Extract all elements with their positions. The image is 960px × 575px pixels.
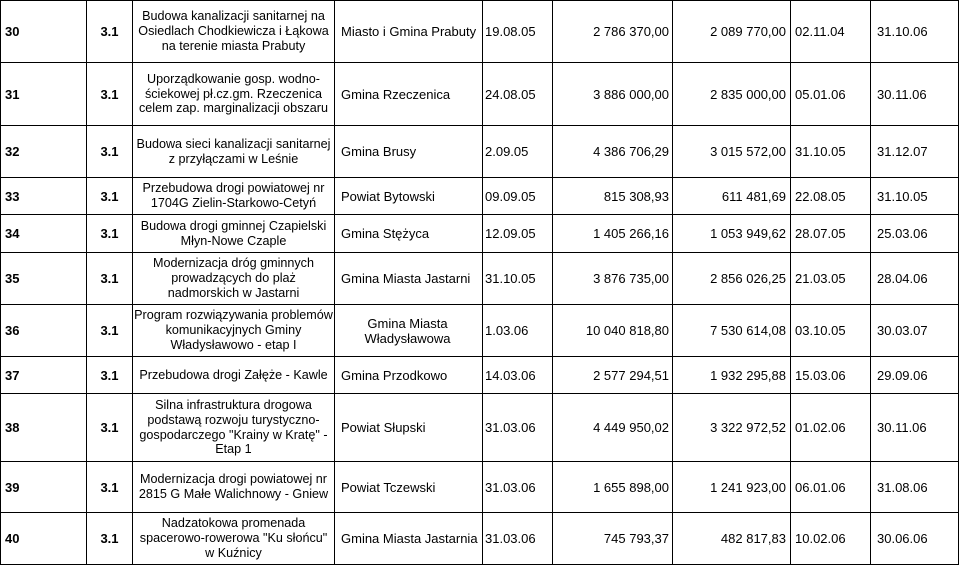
agreement-date: 31.10.05 xyxy=(483,253,553,305)
end-date: 31.10.05 xyxy=(871,178,959,215)
project-title: Nadzatokowa promenada spacerowo-rowerowa "Ku słońcu" w Kuźnicy xyxy=(133,513,335,565)
project-title: Przebudowa drogi Załęże - Kawle xyxy=(133,357,335,394)
table-row xyxy=(1,126,959,178)
measure-code: 3.1 xyxy=(87,215,133,253)
total-value: 2 577 294,51 xyxy=(553,357,673,394)
start-date: 05.01.06 xyxy=(791,63,871,126)
total-value: 815 308,93 xyxy=(553,178,673,215)
start-date: 28.07.05 xyxy=(791,215,871,253)
start-date: 02.11.04 xyxy=(791,1,871,63)
agreement-date: 19.08.05 xyxy=(483,1,553,63)
start-date: 21.03.05 xyxy=(791,253,871,305)
funding-amount: 1 053 949,62 xyxy=(673,215,791,253)
table-row xyxy=(1,63,959,126)
funding-amount: 2 835 000,00 xyxy=(673,63,791,126)
row-number: 34 xyxy=(1,215,87,253)
measure-code: 3.1 xyxy=(87,394,133,462)
measure-code: 3.1 xyxy=(87,178,133,215)
project-title: Program rozwiązywania problemów komunikacyjnych Gminy Władysławowo - etap I xyxy=(133,305,335,357)
table-row xyxy=(1,1,959,63)
total-value: 1 405 266,16 xyxy=(553,215,673,253)
project-title: Przebudowa drogi powiatowej nr 1704G Zielin-Starkowo-Cetyń xyxy=(133,178,335,215)
agreement-date: 31.03.06 xyxy=(483,513,553,565)
row-number: 39 xyxy=(1,462,87,513)
funding-amount: 2 856 026,25 xyxy=(673,253,791,305)
measure-code: 3.1 xyxy=(87,513,133,565)
row-number: 30 xyxy=(1,1,87,63)
beneficiary: Gmina Stężyca xyxy=(335,215,483,253)
table-row xyxy=(1,513,959,565)
start-date: 22.08.05 xyxy=(791,178,871,215)
table-row xyxy=(1,357,959,394)
measure-code: 3.1 xyxy=(87,253,133,305)
agreement-date: 31.03.06 xyxy=(483,462,553,513)
measure-code: 3.1 xyxy=(87,462,133,513)
project-title: Budowa sieci kanalizacji sanitarnej z przyłączami w Leśnie xyxy=(133,126,335,178)
total-value: 1 655 898,00 xyxy=(553,462,673,513)
project-title: Budowa kanalizacji sanitarnej na Osiedlach Chodkiewicza i Łąkowa na terenie miasta Prabuty xyxy=(133,1,335,63)
funding-amount: 2 089 770,00 xyxy=(673,1,791,63)
row-number: 37 xyxy=(1,357,87,394)
end-date: 30.11.06 xyxy=(871,63,959,126)
project-title: Uporządkowanie gosp. wodno-ściekowej pł.cz.gm. Rzeczenica celem zap. marginalizacji obszaru xyxy=(133,63,335,126)
beneficiary: Gmina Miasta Jastarni xyxy=(335,253,483,305)
end-date: 31.08.06 xyxy=(871,462,959,513)
agreement-date: 2.09.05 xyxy=(483,126,553,178)
beneficiary: Gmina Miasta Jastarnia xyxy=(335,513,483,565)
total-value: 3 886 000,00 xyxy=(553,63,673,126)
row-number: 35 xyxy=(1,253,87,305)
beneficiary: Gmina Przodkowo xyxy=(335,357,483,394)
start-date: 03.10.05 xyxy=(791,305,871,357)
beneficiary: Miasto i Gmina Prabuty xyxy=(335,1,483,63)
beneficiary: Powiat Bytowski xyxy=(335,178,483,215)
project-title: Modernizacja dróg gminnych prowadzących do plaż nadmorskich w Jastarni xyxy=(133,253,335,305)
row-number: 31 xyxy=(1,63,87,126)
measure-code: 3.1 xyxy=(87,1,133,63)
start-date: 31.10.05 xyxy=(791,126,871,178)
start-date: 01.02.06 xyxy=(791,394,871,462)
agreement-date: 12.09.05 xyxy=(483,215,553,253)
end-date: 30.11.06 xyxy=(871,394,959,462)
end-date: 31.10.06 xyxy=(871,1,959,63)
funding-amount: 1 241 923,00 xyxy=(673,462,791,513)
total-value: 4 449 950,02 xyxy=(553,394,673,462)
table-row xyxy=(1,178,959,215)
agreement-date: 1.03.06 xyxy=(483,305,553,357)
funding-amount: 611 481,69 xyxy=(673,178,791,215)
project-title: Budowa drogi gminnej Czapielski Młyn-Nowe Czaple xyxy=(133,215,335,253)
measure-code: 3.1 xyxy=(87,126,133,178)
funding-amount: 3 322 972,52 xyxy=(673,394,791,462)
table-row xyxy=(1,253,959,305)
funding-amount: 7 530 614,08 xyxy=(673,305,791,357)
total-value: 745 793,37 xyxy=(553,513,673,565)
row-number: 36 xyxy=(1,305,87,357)
beneficiary: Powiat Słupski xyxy=(335,394,483,462)
project-title: Modernizacja drogi powiatowej nr 2815 G Małe Walichnowy - Gniew xyxy=(133,462,335,513)
funding-amount: 1 932 295,88 xyxy=(673,357,791,394)
project-title: Silna infrastruktura drogowa podstawą rozwoju turystyczno-gospodarczego "Krainy w Kratę" - Etap 1 xyxy=(133,394,335,462)
start-date: 10.02.06 xyxy=(791,513,871,565)
agreement-date: 31.03.06 xyxy=(483,394,553,462)
table-row xyxy=(1,215,959,253)
row-number: 40 xyxy=(1,513,87,565)
end-date: 30.06.06 xyxy=(871,513,959,565)
table-row xyxy=(1,305,959,357)
row-number: 33 xyxy=(1,178,87,215)
funding-amount: 3 015 572,00 xyxy=(673,126,791,178)
end-date: 29.09.06 xyxy=(871,357,959,394)
measure-code: 3.1 xyxy=(87,63,133,126)
beneficiary: Gmina Rzeczenica xyxy=(335,63,483,126)
start-date: 15.03.06 xyxy=(791,357,871,394)
measure-code: 3.1 xyxy=(87,357,133,394)
end-date: 31.12.07 xyxy=(871,126,959,178)
start-date: 06.01.06 xyxy=(791,462,871,513)
funding-amount: 482 817,83 xyxy=(673,513,791,565)
measure-code: 3.1 xyxy=(87,305,133,357)
end-date: 28.04.06 xyxy=(871,253,959,305)
agreement-date: 09.09.05 xyxy=(483,178,553,215)
total-value: 2 786 370,00 xyxy=(553,1,673,63)
table-row xyxy=(1,462,959,513)
row-number: 32 xyxy=(1,126,87,178)
beneficiary: Powiat Tczewski xyxy=(335,462,483,513)
end-date: 25.03.06 xyxy=(871,215,959,253)
row-number: 38 xyxy=(1,394,87,462)
agreement-date: 24.08.05 xyxy=(483,63,553,126)
total-value: 4 386 706,29 xyxy=(553,126,673,178)
table-row xyxy=(1,394,959,462)
total-value: 3 876 735,00 xyxy=(553,253,673,305)
beneficiary: Gmina Miasta Władysławowa xyxy=(335,305,483,357)
agreement-date: 14.03.06 xyxy=(483,357,553,394)
total-value: 10 040 818,80 xyxy=(553,305,673,357)
end-date: 30.03.07 xyxy=(871,305,959,357)
beneficiary: Gmina Brusy xyxy=(335,126,483,178)
